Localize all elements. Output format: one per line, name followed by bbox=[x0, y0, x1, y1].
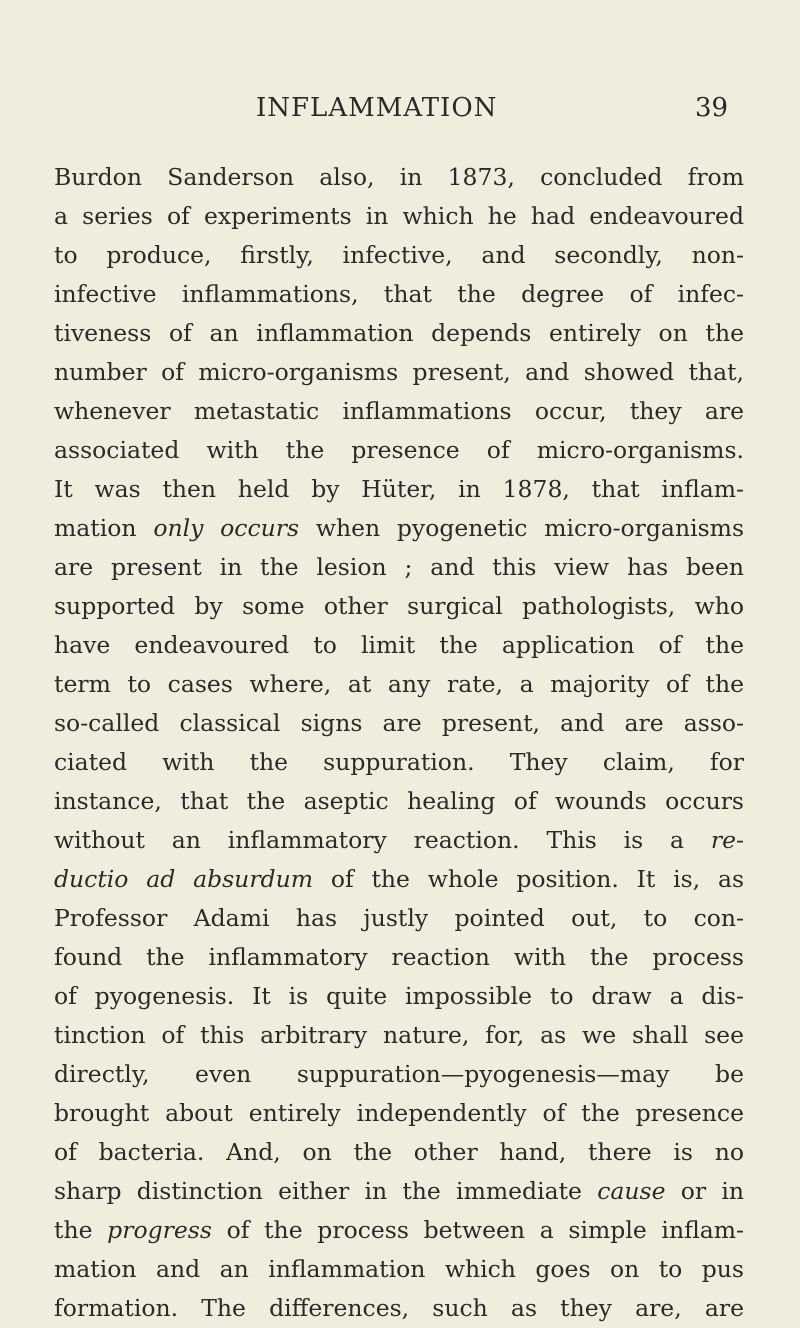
text-line bbox=[54, 1250, 744, 1289]
text-segment: infective inflammations, that the degree of infec- bbox=[54, 280, 744, 308]
text-segment: without an inflammatory reaction. This is a bbox=[54, 826, 711, 854]
text-segment: are present in the lesion ; and this view has been bbox=[54, 553, 744, 581]
text-segment: number of micro-organisms present, and showed that, bbox=[54, 358, 744, 386]
text-line bbox=[54, 470, 744, 509]
text-line bbox=[54, 392, 744, 431]
text-segment: tinction of this arbitrary nature, for, as we shall see bbox=[54, 1021, 744, 1049]
text-line bbox=[54, 977, 744, 1016]
italic-text: progress bbox=[107, 1216, 212, 1244]
text-line bbox=[54, 1289, 744, 1328]
text-line bbox=[54, 548, 744, 587]
text-line bbox=[54, 626, 744, 665]
italic-text: only occurs bbox=[153, 514, 300, 542]
text-segment: brought about entirely independently of the presence bbox=[54, 1099, 744, 1127]
text-line bbox=[54, 1055, 744, 1094]
text-segment: Professor Adami has justly pointed out, to con- bbox=[54, 904, 744, 932]
text-segment: when pyogenetic micro-organisms bbox=[299, 514, 744, 542]
text-segment: mation and an inflammation which goes on to pus bbox=[54, 1255, 744, 1283]
text-line bbox=[54, 275, 744, 314]
text-segment: found the inflammatory reaction with the process bbox=[54, 943, 744, 971]
text-line bbox=[54, 587, 744, 626]
page-number: 39 bbox=[695, 93, 729, 123]
text-line bbox=[54, 860, 744, 899]
text-line bbox=[54, 821, 744, 860]
text-segment: associated with the presence of micro-organisms. bbox=[54, 436, 744, 464]
text-segment: It was then held by Hüter, in 1878, that inflam- bbox=[54, 475, 744, 503]
text-line bbox=[54, 1133, 744, 1172]
text-segment: of the process between a simple inflam- bbox=[211, 1216, 744, 1244]
text-line bbox=[54, 743, 744, 782]
running-title: INFLAMMATION bbox=[256, 93, 498, 123]
text-segment: whenever metastatic inflammations occur, they are bbox=[54, 397, 744, 425]
text-line bbox=[54, 1016, 744, 1055]
text-line bbox=[54, 158, 744, 197]
text-segment: so-called classical signs are present, and are asso- bbox=[54, 709, 744, 737]
text-segment: of pyogenesis. It is quite impossible to draw a dis- bbox=[54, 982, 744, 1010]
text-line bbox=[54, 431, 744, 470]
text-segment: Burdon Sanderson also, in 1873, concluded from bbox=[54, 163, 744, 191]
text-line bbox=[54, 1094, 744, 1133]
text-line bbox=[54, 314, 744, 353]
text-segment: mation bbox=[54, 514, 154, 542]
text-segment: directly, even suppuration—pyogenesis—may be bbox=[54, 1060, 744, 1088]
text-segment: ciated with the suppuration. They claim, for bbox=[54, 748, 744, 776]
text-line bbox=[54, 197, 744, 236]
text-line bbox=[54, 665, 744, 704]
text-line bbox=[54, 704, 744, 743]
italic-text: cause bbox=[597, 1177, 666, 1205]
text-segment: a series of experiments in which he had endeavoured bbox=[54, 202, 744, 230]
text-line bbox=[54, 938, 744, 977]
text-line bbox=[54, 353, 744, 392]
text-segment: of bacteria. And, on the other hand, there is no bbox=[54, 1138, 744, 1166]
text-segment: formation. The differences, such as they are, are bbox=[54, 1294, 744, 1322]
italic-text: ductio ad absurdum bbox=[54, 865, 314, 893]
italic-text: re- bbox=[710, 826, 744, 854]
text-segment: of the whole position. It is, as bbox=[313, 865, 745, 893]
text-segment: have endeavoured to limit the application of the bbox=[54, 631, 744, 659]
text-segment: sharp distinction either in the immediate bbox=[54, 1177, 598, 1205]
running-head bbox=[0, 88, 800, 128]
text-segment: or in bbox=[665, 1177, 744, 1205]
text-segment: to produce, firstly, infective, and secondly, non- bbox=[54, 241, 744, 269]
text-segment: tiveness of an inflammation depends entirely on the bbox=[54, 319, 744, 347]
text-line bbox=[54, 236, 744, 275]
text-segment: term to cases where, at any rate, a majority of the bbox=[54, 670, 744, 698]
text-line bbox=[54, 1172, 744, 1211]
text-segment: supported by some other surgical pathologists, who bbox=[54, 592, 744, 620]
text-line bbox=[54, 782, 744, 821]
text-segment: instance, that the aseptic healing of wounds occurs bbox=[54, 787, 744, 815]
body-text bbox=[54, 158, 744, 1328]
text-line bbox=[54, 509, 744, 548]
text-line bbox=[54, 899, 744, 938]
text-line bbox=[54, 1211, 744, 1250]
text-segment: the bbox=[54, 1216, 108, 1244]
